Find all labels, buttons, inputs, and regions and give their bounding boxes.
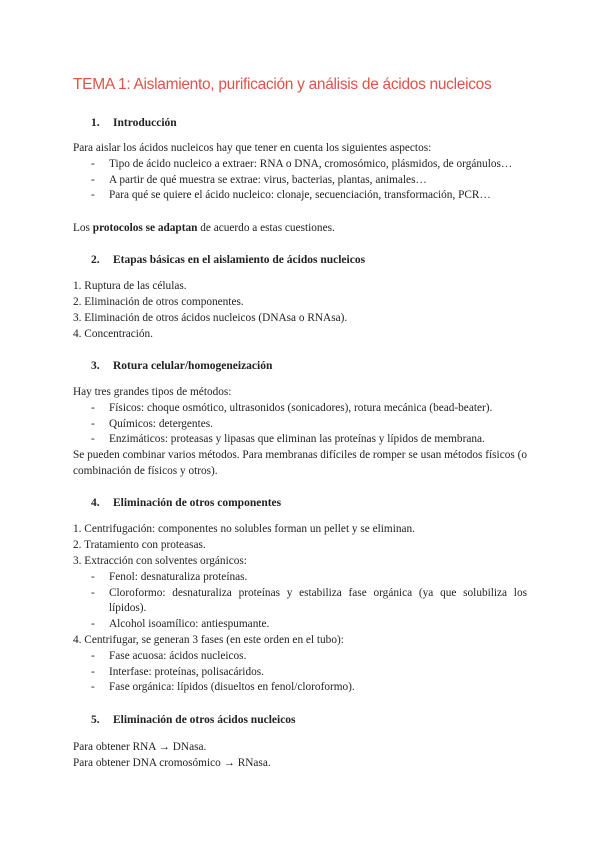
section-number: 3. — [91, 360, 100, 372]
list-item: - Químicos: detergentes. — [91, 417, 213, 430]
section-number: 5. — [91, 714, 100, 726]
section-1-bullets — [73, 157, 527, 204]
section-number: 4. — [91, 497, 100, 509]
list-item: 4. Centrifugar, se generan 3 fases (en este orden en el tubo): — [73, 634, 344, 646]
section-title: Etapas básicas en el aislamiento de ácidos nucleicos — [113, 254, 366, 266]
item-4-bullets — [73, 649, 527, 696]
section-number: 2. — [91, 254, 100, 266]
list-item: 2. Tratamiento con proteasas. — [73, 539, 206, 551]
list-item: Para obtener RNA → DNasa. — [73, 741, 207, 753]
section-3-bullets — [73, 401, 527, 448]
list-item: - Cloroformo: desnaturaliza proteínas y estabiliza fase orgánica (ya que solubiliza los lípidos). — [91, 586, 527, 614]
section-title: Introducción — [113, 117, 177, 129]
list-item: - Físicos: choque osmótico, ultrasonidos (sonicadores), rotura mecánica (bead-beater). — [91, 402, 493, 414]
list-item: 4. Concentración. — [73, 328, 153, 340]
emphasis-text: protocolos se adaptan — [92, 222, 198, 234]
list-item: - Fase acuosa: ácidos nucleicos. — [91, 650, 247, 662]
section-3-heading — [91, 360, 272, 372]
section-4-heading — [91, 497, 281, 509]
list-item: - Interfase: proteínas, polisacáridos. — [91, 665, 264, 678]
section-number: 1. — [91, 117, 100, 129]
item-3-bullets — [73, 570, 527, 632]
section-3-intro: Hay tres grandes tipos de métodos: — [73, 386, 232, 398]
section-2-heading — [91, 254, 365, 266]
section-5-heading — [91, 714, 296, 726]
document-title: TEMA 1: Aislamiento, purificación y análisis de ácidos nucleicos — [73, 76, 492, 93]
section-title: Eliminación de otros componentes — [113, 497, 282, 509]
list-item: Para obtener DNA cromosómico → RNasa. — [73, 757, 271, 769]
section-3-closing: Se pueden combinar varios métodos. Para membranas difíciles de romper se usan métodos físicos (o combinación de físicos y otros). — [73, 449, 527, 477]
list-item: - A partir de qué muestra se extrae: virus, bacterias, plantas, animales… — [91, 173, 427, 186]
list-item: 1. Centrifugación: componentes no solubles forman un pellet y se eliminan. — [73, 523, 415, 535]
section-title: Rotura celular/homogeneización — [113, 360, 273, 372]
list-item: - Fase orgánica: lípidos (disueltos en fenol/cloroformo). — [91, 681, 355, 693]
list-item: - Tipo de ácido nucleico a extraer: RNA o DNA, cromosómico, plásmidos, de orgánulos… — [91, 158, 513, 170]
section-title: Eliminación de otros ácidos nucleicos — [113, 714, 296, 726]
list-item: 1. Ruptura de las células. — [73, 280, 187, 292]
list-item: - Alcohol isoamílico: antiespumante. — [91, 617, 270, 630]
list-item: 2. Eliminación de otros componentes. — [73, 296, 244, 308]
list-item: 3. Extracción con solventes orgánicos: — [73, 555, 247, 567]
section-1-heading — [91, 117, 177, 129]
list-item: - Enzimáticos: proteasas y lipasas que eliminan las proteínas y lípidos de membrana. — [91, 433, 485, 445]
section-1-closing: Los protocolos se adaptan de acuerdo a estas cuestiones. — [73, 222, 335, 234]
section-1-intro: Para aislar los ácidos nucleicos hay que tener en cuenta los siguientes aspectos: — [73, 142, 432, 154]
list-item: - Fenol: desnaturaliza proteínas. — [91, 571, 248, 583]
list-item: - Para qué se quiere el ácido nucleico: clonaje, secuenciación, transformación, PCR… — [91, 189, 491, 201]
list-item: 3. Eliminación de otros ácidos nucleicos (DNAsa o RNAsa). — [73, 312, 348, 324]
